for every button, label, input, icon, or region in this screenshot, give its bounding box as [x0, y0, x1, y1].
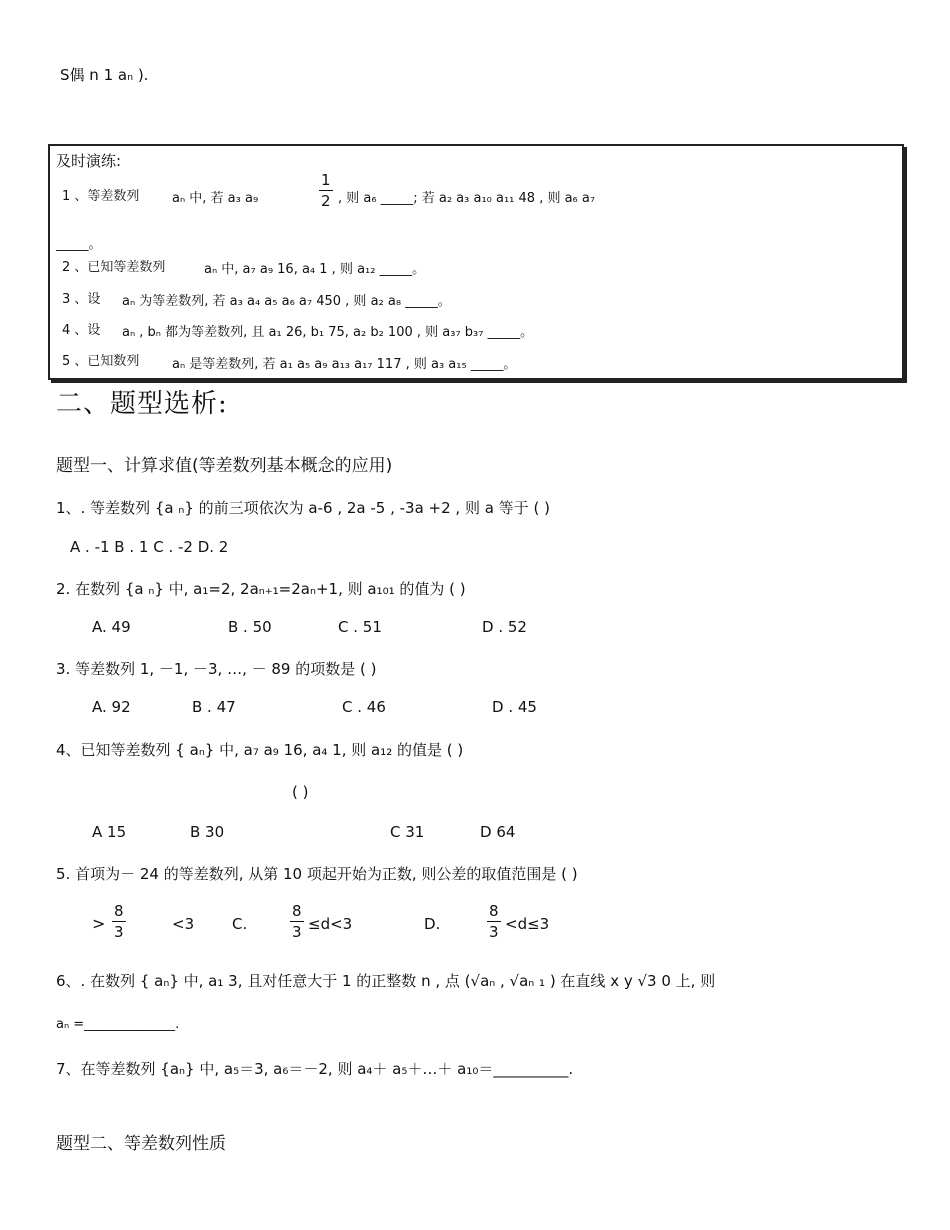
fraction-denominator: 3: [114, 923, 124, 941]
fraction-denominator: 2: [321, 192, 331, 210]
practice-item-5-text: aₙ 是等差数列, 若 a₁ a₅ a₉ a₁₃ a₁₇ 117 , 则 a₃ a₁₅ _____。: [172, 357, 517, 372]
fraction-numerator: 8: [114, 902, 124, 920]
q2-option-b: B . 50: [228, 618, 272, 636]
q4-option-a: A 15: [92, 823, 127, 841]
fraction-numerator: 8: [292, 902, 302, 920]
q4-paren: ( ): [292, 783, 309, 801]
q5-stem: 5. 首项为－ 24 的等差数列, 从第 10 项起开始为正数, 则公差的取值范围是 ( ): [56, 865, 578, 883]
q2-option-a: A. 49: [92, 618, 131, 636]
practice-item-2-label: 2 、已知等差数列: [62, 260, 166, 275]
q1-options: A . -1 B . 1 C . -2 D. 2: [70, 538, 229, 556]
q4-option-b: B 30: [190, 823, 225, 841]
q3-option-d: D . 45: [492, 698, 537, 716]
q4-option-c: C 31: [390, 823, 425, 841]
practice-item-3-text: aₙ 为等差数列, 若 a₃ a₄ a₅ a₆ a₇ 450 , 则 a₂ a₈ _____。: [122, 294, 451, 309]
practice-item-4-label: 4 、设: [62, 323, 101, 338]
practice-item-4-text: aₙ , bₙ 都为等差数列, 且 a₁ 26, b₁ 75, a₂ b₂ 100 , 则 a₃₇ b₃₇ _____。: [122, 325, 534, 340]
practice-item-1-text: aₙ 中, 若 a₃ a₉: [172, 191, 259, 206]
q5-option-c-label: C.: [232, 915, 248, 933]
q6-stem: 6、. 在数列 { aₙ} 中, a₁ 3, 且对任意大于 1 的正整数 n , 点 (√aₙ , √aₙ ₁ ) 在直线 x y √3 0 上, 则: [56, 972, 716, 990]
practice-item-1-blank: _____。: [56, 237, 102, 252]
q5-option-d-text: <d≤3: [505, 915, 550, 933]
q3-option-c: C . 46: [342, 698, 386, 716]
type2-title: 题型二、等差数列性质: [56, 1134, 226, 1154]
q4-option-d: D 64: [480, 823, 516, 841]
q3-option-b: B . 47: [192, 698, 236, 716]
practice-item-3-label: 3 、设: [62, 292, 101, 307]
q4-stem: 4、已知等差数列 { aₙ} 中, a₇ a₉ 16, a₄ 1, 则 a₁₂ 的值是 ( ): [56, 741, 464, 759]
q5-option-d-fraction: [487, 904, 501, 940]
q5-option-c-fraction: [290, 904, 304, 940]
q7-stem: 7、在等差数列 {aₙ} 中, a₅＝3, a₆＝－2, 则 a₄＋ a₅＋…＋ a₁₀＝__________.: [56, 1060, 574, 1078]
fraction-numerator: 8: [489, 902, 499, 920]
q2-option-d: D . 52: [482, 618, 527, 636]
practice-box: [48, 144, 904, 380]
practice-item-2-text: aₙ 中, a₇ a₉ 16, a₄ 1 , 则 a₁₂ _____。: [204, 262, 426, 277]
practice-title: 及时演练:: [56, 152, 122, 170]
q2-stem: 2. 在数列 {a ₙ} 中, a₁=2, 2aₙ₊₁=2aₙ+1, 则 a₁₀₁ 的值为 ( ): [56, 580, 466, 598]
q5-option-d-label: D.: [424, 915, 441, 933]
practice-item-1-label: 1 、等差数列: [62, 189, 140, 204]
q3-option-a: A. 92: [92, 698, 131, 716]
section-heading: 二、题型选析:: [56, 389, 228, 419]
top-formula-fragment: S偶 n 1 aₙ ).: [60, 66, 149, 84]
practice-item-1-fraction: [319, 173, 333, 209]
q5-option-b-text: <3: [172, 915, 195, 933]
q2-option-c: C . 51: [338, 618, 382, 636]
type1-title: 题型一、计算求值(等差数列基本概念的应用): [56, 456, 393, 476]
fraction-denominator: 3: [292, 923, 302, 941]
q6-answer-line: aₙ =______________.: [56, 1017, 180, 1032]
practice-item-1-text-cont: , 则 a₆ _____; 若 a₂ a₃ a₁₀ a₁₁ 48 , 则 a₆ a₇: [338, 191, 596, 206]
q1-stem: 1、. 等差数列 {a ₙ} 的前三项依次为 a-6 , 2a -5 , -3a +2 , 则 a 等于 ( ): [56, 499, 550, 517]
q3-stem: 3. 等差数列 1, －1, －3, …, － 89 的项数是 ( ): [56, 660, 377, 678]
q5-option-a-prefix: >: [92, 914, 106, 933]
fraction-numerator: 1: [321, 171, 331, 189]
q5-option-a-fraction: [112, 904, 126, 940]
fraction-denominator: 3: [489, 923, 499, 941]
q5-option-c-text: ≤d<3: [308, 915, 353, 933]
practice-item-5-label: 5 、已知数列: [62, 354, 140, 369]
